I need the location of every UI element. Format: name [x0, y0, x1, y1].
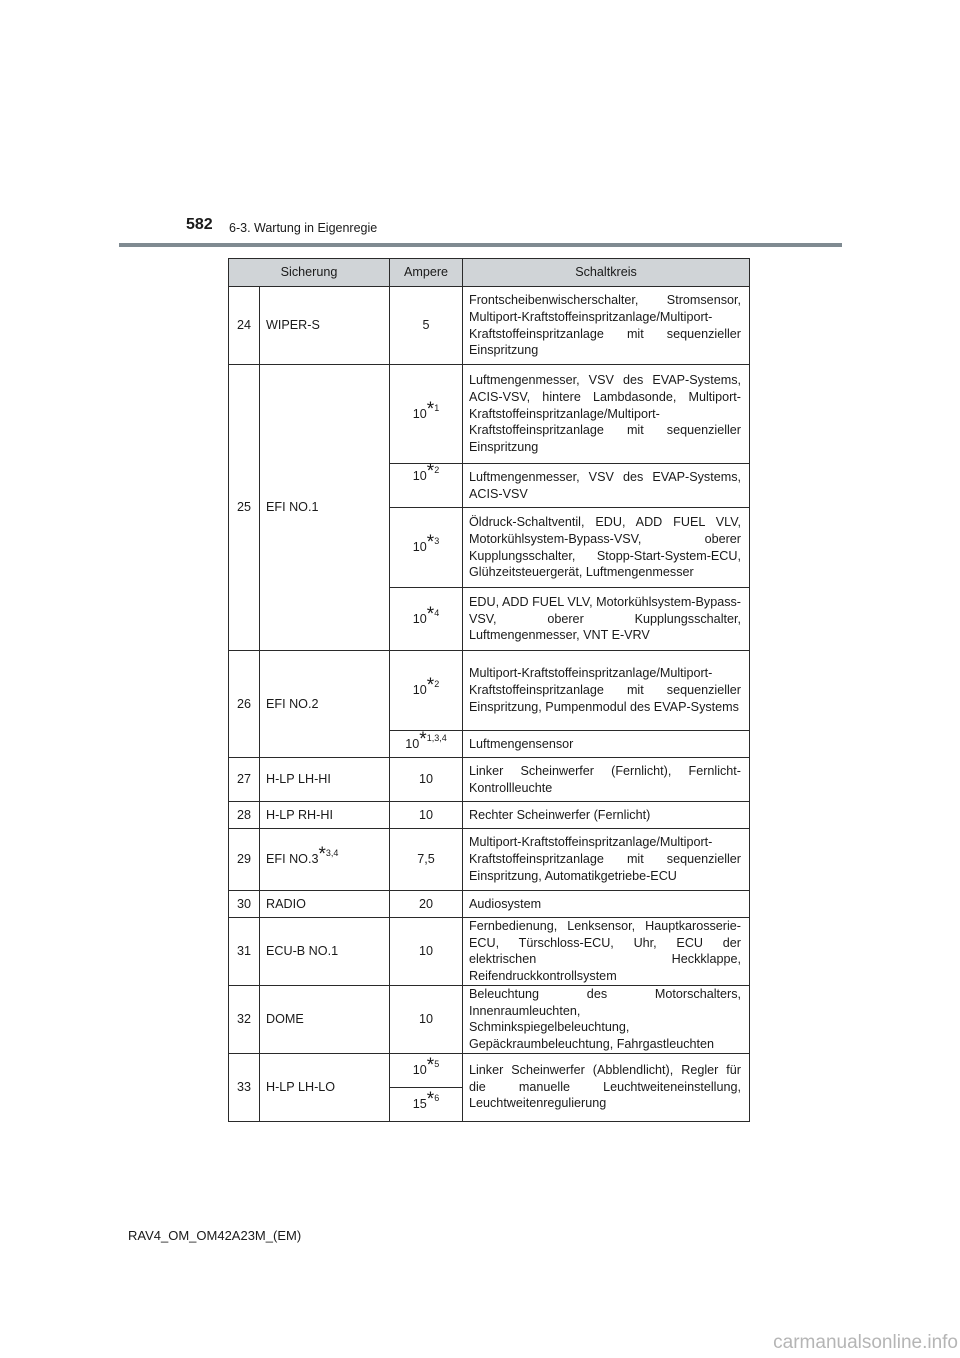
table-row [229, 985, 750, 1053]
table-row [229, 365, 750, 464]
fuse-number: 31 [229, 918, 260, 986]
fuse-number: 32 [229, 985, 260, 1053]
ampere-value: 10 [390, 985, 463, 1053]
ampere-value: 10*$^2$ [390, 651, 463, 731]
footnote-star: * [426, 603, 435, 625]
fuse-name: RADIO [260, 891, 390, 918]
fuse-name: WIPER-S [260, 287, 390, 365]
footnote-star: * [426, 461, 435, 482]
fuse-number: 24 [229, 287, 260, 365]
circuit-description: Fernbedienung, Lenksensor, Hauptkarosserie-ECU, Türschloss-ECU, Uhr, ECU der elektrischen Heckklappe, Reifendruckkontrollsystem [463, 918, 750, 986]
fuse-name: H-LP LH-HI [260, 758, 390, 802]
footnote-star: * [426, 1088, 435, 1110]
footnote-star: * [419, 728, 427, 750]
document-code: RAV4_OM_OM42A23M_(EM) [128, 1228, 302, 1243]
table-row [229, 918, 750, 986]
ampere-value: 10*$^5$ [390, 1053, 463, 1087]
ampere-value: 5 [390, 287, 463, 365]
ampere-value: 7,5 [390, 829, 463, 891]
fuse-name: EFI NO.2 [260, 651, 390, 758]
footnote-ref: 3 [434, 536, 440, 547]
column-header-ampere: Ampere [390, 259, 463, 287]
table-row [229, 891, 750, 918]
circuit-description: Luftmengenmesser, VSV des EVAP-Systems, ACIS-VSV, hintere Lambdasonde, Multiport-Kraftstoffeinspritzanlage/Multiport-Kraftstoffeinspritzanlage mit sequenzieller Einspritzung [463, 365, 750, 464]
circuit-description: Rechter Scheinwerfer (Fernlicht) [463, 802, 750, 829]
circuit-description: Beleuchtung des Motorschalters, Innenraumleuchten, Schminkspiegelbeleuchtung, Gepäckraumbeleuchtung, Fahrgastleuchten [463, 985, 750, 1053]
ampere-value: 10*$^2$ [390, 464, 463, 508]
footnote-star: * [426, 675, 435, 697]
fuse-number: 25 [229, 365, 260, 651]
ampere-value: 10 [390, 758, 463, 802]
footnote-ref: 2 [434, 679, 440, 690]
fuse-name: EFI NO.1 [260, 365, 390, 651]
header-divider [119, 243, 842, 247]
ampere-value: 10*$^3$ [390, 508, 463, 588]
fuse-name: H-LP LH-LO [260, 1053, 390, 1121]
fuse-table [228, 258, 750, 1122]
section-title: 6-3. Wartung in Eigenregie [229, 221, 378, 235]
table-row [229, 758, 750, 802]
table-row [229, 287, 750, 365]
table-row [229, 829, 750, 891]
table-header-row [229, 259, 750, 287]
footnote-ref: 2 [434, 465, 440, 475]
circuit-description: Multiport-Kraftstoffeinspritzanlage/Multiport-Kraftstoffeinspritzanlage mit sequenzieller Einspritzung, Pumpenmodul des EVAP-Systems [463, 651, 750, 731]
column-header-circuit: Schaltkreis [463, 259, 750, 287]
fuse-name: DOME [260, 985, 390, 1053]
ampere-value: 10*$^1$ [390, 365, 463, 464]
fuse-number: 29 [229, 829, 260, 891]
table-row [229, 651, 750, 731]
circuit-description: Audiosystem [463, 891, 750, 918]
circuit-description: Frontscheibenwischerschalter, Stromsensor, Multiport-Kraftstoffeinspritzanlage/Multiport-Kraftstoffeinspritzanlage mit sequenzieller Einspritzung [463, 287, 750, 365]
circuit-description: Linker Scheinwerfer (Abblendlicht), Regler für die manuelle Leuchtweiteneinstellung, Leuchtweitenregulierung [463, 1053, 750, 1121]
footnote-ref: 1,3,4 [426, 732, 447, 743]
circuit-description: Linker Scheinwerfer (Fernlicht), Fernlicht-Kontrollleuchte [463, 758, 750, 802]
footnote-ref: 1 [434, 402, 440, 413]
footnote-ref: 3,4 [325, 848, 339, 859]
footnote-ref: 5 [434, 1058, 440, 1069]
fuse-name: EFI NO.3*$^{3,4}$ [260, 829, 390, 891]
fuse-number: 28 [229, 802, 260, 829]
circuit-description: Multiport-Kraftstoffeinspritzanlage/Multiport-Kraftstoffeinspritzanlage mit sequenzieller Einspritzung, Automatikgetriebe-ECU [463, 829, 750, 891]
fuse-number: 27 [229, 758, 260, 802]
circuit-description: Öldruck-Schaltventil, EDU, ADD FUEL VLV, Motorkühlsystem-Bypass-VSV, oberer Kupplungsschalter, Stopp-Start-System-ECU, Glühzeitsteuergerät, Luftmengenmesser [463, 508, 750, 588]
ampere-value: 15*$^6$ [390, 1087, 463, 1121]
footnote-star: * [426, 532, 435, 554]
footnote-star: * [426, 398, 435, 420]
footnote-ref: 6 [434, 1092, 440, 1103]
fuse-name: ECU-B NO.1 [260, 918, 390, 986]
footnote-star: * [318, 844, 326, 866]
circuit-description: EDU, ADD FUEL VLV, Motorkühlsystem-Bypass-VSV, oberer Kupplungsschalter, Luftmengenmesser, VNT E-VRV [463, 588, 750, 651]
table-row [229, 1053, 750, 1087]
page-number: 582 [186, 216, 213, 233]
ampere-value: 10*$^4$ [390, 588, 463, 651]
fuse-number: 30 [229, 891, 260, 918]
fuse-number: 26 [229, 651, 260, 758]
fuse-number: 33 [229, 1053, 260, 1121]
ampere-value: 10*$^{1,3,4}$ [390, 731, 463, 758]
ampere-value: 20 [390, 891, 463, 918]
watermark: carmanualsonline.info [773, 1332, 958, 1353]
footnote-ref: 4 [434, 607, 440, 618]
column-header-fuse: Sicherung [229, 259, 390, 287]
ampere-value: 10 [390, 802, 463, 829]
circuit-description: Luftmengensensor [463, 731, 750, 758]
circuit-description: Luftmengenmesser, VSV des EVAP-Systems, ACIS-VSV [463, 464, 750, 508]
fuse-name: H-LP RH-HI [260, 802, 390, 829]
table-row [229, 802, 750, 829]
footnote-star: * [426, 1054, 435, 1076]
ampere-value: 10 [390, 918, 463, 986]
